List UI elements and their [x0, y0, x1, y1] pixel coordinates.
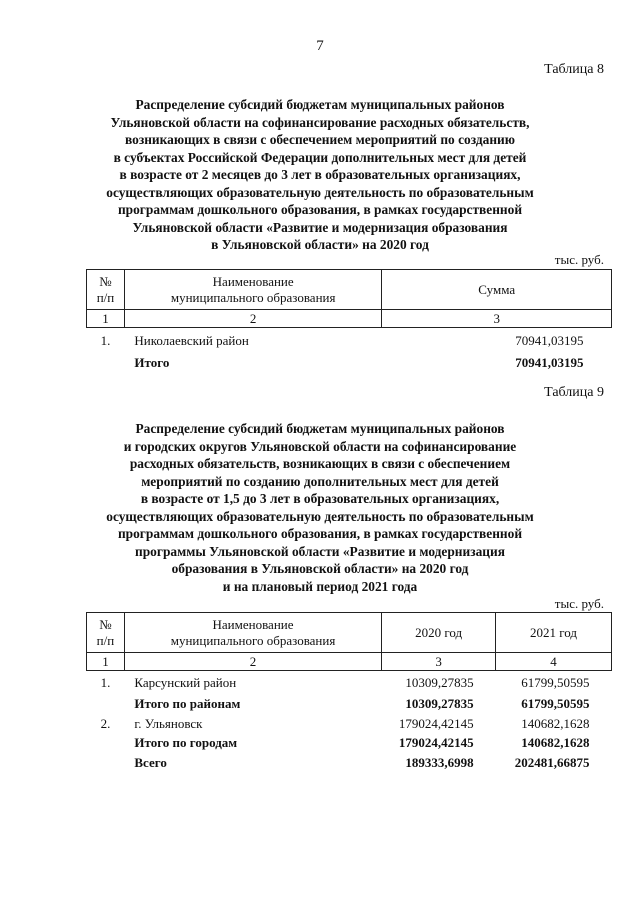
row-name: Карсунский район [134, 674, 237, 690]
page-number: 7 [316, 38, 324, 54]
table-row [87, 714, 612, 734]
table9-colnum-row [87, 653, 612, 671]
table-row [87, 328, 612, 354]
header-num-line: п/п [96, 632, 115, 648]
col-number: 2 [124, 653, 381, 671]
header-num-line: п/п [96, 289, 115, 305]
row-2021: 140682,1628 [521, 715, 590, 731]
row-index: 1. [100, 674, 111, 690]
row-index [87, 734, 125, 753]
row-name: Всего [134, 754, 167, 770]
header-name-line: муниципального образования [170, 632, 336, 648]
header-sum: Сумма [382, 270, 612, 310]
row-name: Итого по районам [134, 696, 241, 711]
table8-title [60, 96, 580, 254]
table-row-subtotal [87, 734, 612, 753]
header-name-line: муниципального образования [170, 289, 336, 305]
table8-header-row [87, 270, 612, 310]
row-sum: 70941,03195 [515, 354, 584, 370]
table9 [86, 612, 612, 773]
row-index: 2. [100, 715, 111, 731]
header-2021: 2021 год [496, 613, 612, 653]
col-number: 3 [382, 310, 612, 328]
header-2020: 2020 год [382, 613, 496, 653]
title-line: Ульяновской области «Развитие и модернизация образования [132, 219, 508, 235]
col-number: 2 [124, 310, 381, 328]
table8-label: Таблица 8 [544, 62, 604, 77]
title-line: Распределение субсидий бюджетам муниципальных районов [135, 421, 505, 436]
title-line: осуществляющих образовательную деятельность по образовательным [106, 508, 534, 524]
header-num-line: № [99, 273, 112, 289]
title-line: в Ульяновской области» на 2020 год [211, 237, 429, 252]
title-line: программы Ульяновской области «Развитие и модернизация [135, 543, 505, 559]
row-2021: 61799,50595 [521, 696, 590, 711]
header-name [124, 270, 381, 310]
row-index: 1. [100, 332, 111, 348]
row-sum: 70941,03195 [515, 332, 584, 348]
row-index [87, 753, 125, 773]
title-line: в возрасте от 2 месяцев до 3 лет в образовательных организациях, [119, 167, 521, 182]
row-name: г. Ульяновск [134, 715, 203, 731]
table-row-subtotal [87, 695, 612, 714]
header-num-line: № [99, 616, 112, 632]
row-2020: 179024,42145 [398, 715, 474, 731]
table-row-total [87, 354, 612, 372]
row-name: Николаевский район [134, 332, 249, 348]
title-line: осуществляющих образовательную деятельность по образовательным [106, 184, 534, 200]
title-line: и городских округов Ульяновской области на софинансирование [123, 438, 517, 454]
table-row-total [87, 753, 612, 773]
table-row [87, 671, 612, 695]
row-index [87, 695, 125, 714]
title-line: мероприятий по созданию дополнительных мест для детей [141, 473, 499, 489]
title-line: Распределение субсидий бюджетам муниципальных районов [135, 97, 505, 112]
row-name: Итого по городам [134, 735, 238, 750]
row-2021: 61799,50595 [521, 674, 590, 690]
row-index [87, 354, 125, 372]
table9-units: тыс. руб. [554, 596, 604, 611]
row-2020: 10309,27835 [405, 696, 474, 711]
table9-title [60, 420, 580, 595]
title-line: программам дошкольного образования, в рамках государственной [117, 202, 523, 217]
title-line: возникающих в связи с обеспечением мероприятий по созданию [125, 132, 515, 147]
title-line: в возрасте от 1,5 до 3 лет в образовательных организациях, [140, 491, 500, 506]
col-number: 1 [87, 653, 125, 671]
row-2020: 189333,6998 [405, 754, 474, 770]
table8-colnum-row [87, 310, 612, 328]
row-2020: 10309,27835 [405, 674, 474, 690]
title-line: образования в Ульяновской области» на 2020 год [171, 561, 469, 576]
header-name [124, 613, 381, 653]
table8 [86, 269, 612, 372]
header-num [87, 270, 125, 310]
title-line: расходных обязательств, возникающих в связи с обеспечением [129, 456, 511, 471]
header-num [87, 613, 125, 653]
header-name-line: Наименование [212, 616, 294, 632]
title-line: программам дошкольного образования, в рамках государственной [117, 526, 523, 541]
col-number: 1 [87, 310, 125, 328]
row-name: Итого [134, 354, 170, 370]
title-line: Ульяновской области на софинансирование расходных обязательств, [110, 114, 530, 130]
header-name-line: Наименование [212, 273, 294, 289]
row-2021: 202481,66875 [514, 754, 590, 770]
row-2020: 179024,42145 [398, 735, 474, 750]
table9-header-row [87, 613, 612, 653]
table9-label: Таблица 9 [544, 385, 604, 400]
row-2021: 140682,1628 [521, 735, 590, 750]
title-line: в субъектах Российской Федерации дополнительных мест для детей [113, 149, 527, 165]
col-number: 3 [382, 653, 496, 671]
col-number: 4 [496, 653, 612, 671]
table8-units: тыс. руб. [554, 252, 604, 267]
title-line: и на плановый период 2021 года [222, 578, 418, 594]
